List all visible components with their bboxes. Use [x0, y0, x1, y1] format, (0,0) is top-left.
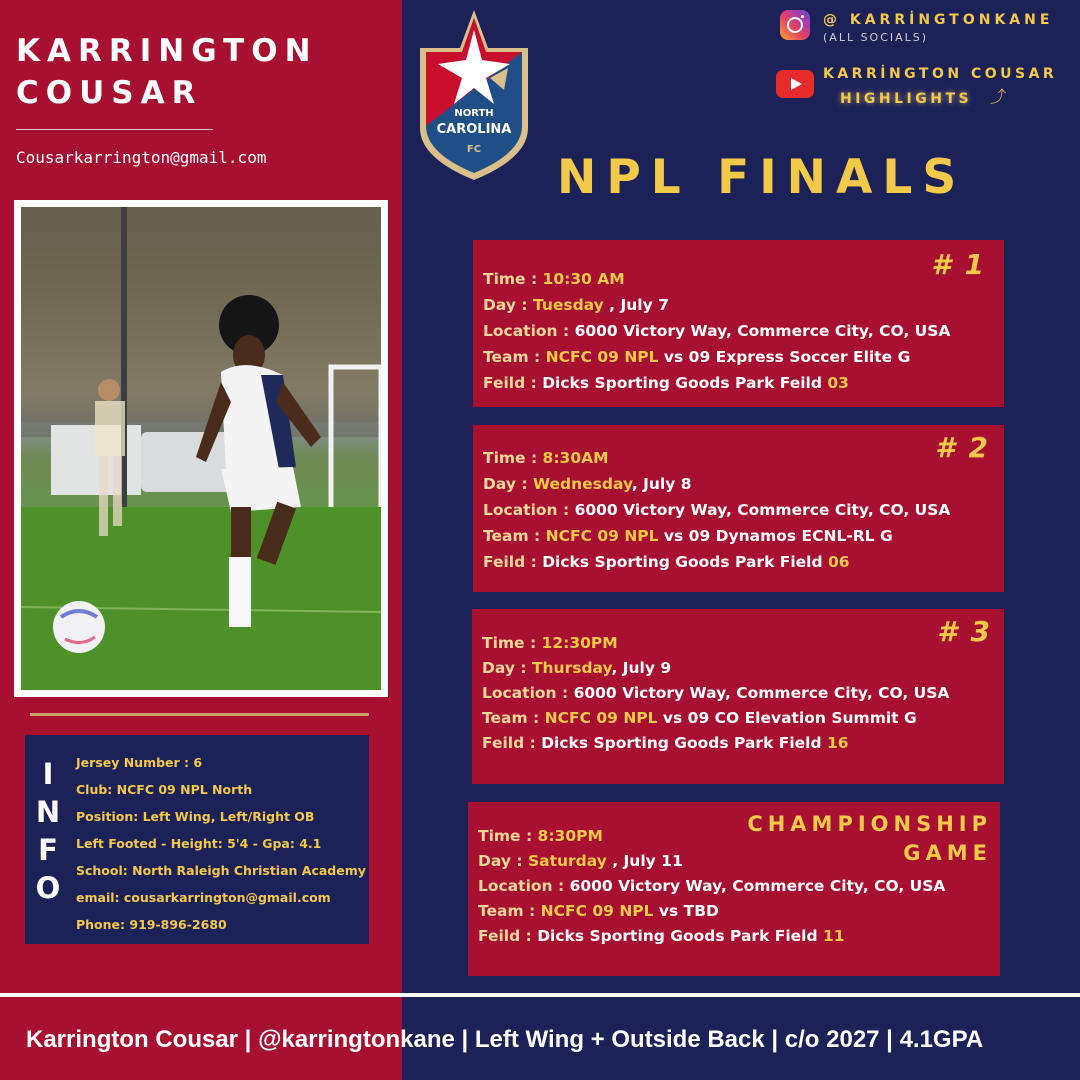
- team-value: NCFC 09 NPL: [540, 902, 654, 920]
- player-photo-frame: [14, 200, 388, 697]
- player-last-name: COUSAR: [16, 75, 203, 111]
- date-value: , July 9: [611, 659, 672, 677]
- info-box: [25, 735, 369, 944]
- day-label: Day :: [482, 659, 532, 677]
- location-value: 6000 Victory Way, Commerce City, CO, USA: [574, 322, 951, 340]
- player-photo: [21, 207, 381, 690]
- logo-text-fc: FC: [466, 144, 482, 155]
- championship-label: CHAMPIONSHIP: [747, 812, 992, 836]
- field-number: 06: [828, 553, 850, 571]
- curved-arrow-icon: ⤴: [990, 87, 1007, 106]
- game-label: GAME: [903, 841, 992, 865]
- time-label: Time :: [482, 634, 542, 652]
- page-title: NPL FINALS: [557, 150, 967, 205]
- youtube-highlights-label[interactable]: HIGHLIGHTS: [840, 91, 973, 107]
- opponent-value: vs 09 Dynamos ECNL-RL G: [658, 527, 893, 545]
- location-label: Location :: [482, 684, 574, 702]
- logo-text-north: NORTH: [454, 108, 494, 119]
- game-number: # 2: [935, 431, 990, 464]
- location-value: 6000 Victory Way, Commerce City, CO, USA: [569, 877, 946, 895]
- game-team-line: [482, 706, 949, 731]
- info-letter: N: [35, 795, 61, 829]
- game-number: # 3: [937, 615, 992, 648]
- field-number: 03: [827, 374, 849, 392]
- game-field-line: [482, 731, 949, 756]
- logo-text-carolina: CAROLINA: [436, 122, 512, 137]
- player-name: [16, 30, 318, 114]
- footer-summary: Karrington Cousar | @karringtonkane | Left Wing + Outside Back | c/o 2027 | 4.1GPA: [26, 1026, 984, 1053]
- time-label: Time :: [483, 449, 543, 467]
- game-details: [482, 631, 949, 756]
- day-value: Saturday: [527, 852, 607, 870]
- team-label: Team :: [478, 902, 541, 920]
- day-value: Wednesday: [532, 475, 632, 493]
- info-phone[interactable]: Phone: 919-896-2680: [76, 917, 227, 932]
- info-letter: I: [42, 757, 54, 791]
- field-number: 16: [827, 734, 849, 752]
- game-team-line: [478, 899, 945, 924]
- player-email[interactable]: Cousarkarrington@gmail.com: [16, 148, 267, 167]
- north-carolina-fc-logo: [416, 8, 532, 184]
- player-first-name: KARRINGTON: [16, 33, 318, 69]
- info-list: [76, 749, 366, 938]
- youtube-icon[interactable]: [776, 70, 814, 98]
- time-label: Time :: [478, 827, 538, 845]
- game-field-line: [478, 924, 945, 949]
- game-card-2: [473, 425, 1004, 592]
- info-vertical-label: [33, 755, 63, 907]
- game-card-3: [472, 609, 1004, 784]
- game-time-line: [483, 445, 950, 471]
- team-label: Team :: [483, 527, 546, 545]
- game-time-line: [478, 824, 945, 849]
- game-day-line: [483, 471, 950, 497]
- location-label: Location :: [483, 501, 575, 519]
- game-details: [478, 824, 945, 949]
- game-card-1: [473, 240, 1004, 407]
- team-value: NCFC 09 NPL: [544, 709, 658, 727]
- opponent-value: vs 09 Express Soccer Elite G: [658, 348, 911, 366]
- field-label: Feild :: [478, 927, 538, 945]
- game-location-line: [478, 874, 945, 899]
- day-label: Day :: [483, 296, 533, 314]
- team-label: Team :: [482, 709, 545, 727]
- game-location-line: [483, 318, 950, 344]
- location-value: 6000 Victory Way, Commerce City, CO, USA: [573, 684, 950, 702]
- youtube-channel-name[interactable]: KARRİNGTON COUSAR: [823, 66, 1058, 82]
- game-time-line: [482, 631, 949, 656]
- field-label: Feild :: [483, 553, 543, 571]
- game-team-line: [483, 344, 950, 370]
- field-value: Dicks Sporting Goods Park Field: [541, 734, 827, 752]
- location-label: Location :: [478, 877, 570, 895]
- team-value: NCFC 09 NPL: [545, 348, 659, 366]
- opponent-value: vs TBD: [653, 902, 719, 920]
- game-details: [483, 445, 950, 575]
- instagram-icon[interactable]: [780, 10, 810, 40]
- time-value: 12:30PM: [541, 634, 618, 652]
- game-day-line: [478, 849, 945, 874]
- date-value: , July 7: [603, 296, 669, 314]
- team-value: NCFC 09 NPL: [545, 527, 659, 545]
- opponent-value: vs 09 CO Elevation Summit G: [657, 709, 917, 727]
- day-value: Tuesday: [532, 296, 604, 314]
- game-team-line: [483, 523, 950, 549]
- day-value: Thursday: [531, 659, 612, 677]
- location-label: Location :: [483, 322, 575, 340]
- game-card-championship: [468, 802, 1000, 976]
- info-position: Position: Left Wing, Left/Right OB: [76, 809, 315, 824]
- info-jersey: Jersey Number : 6: [76, 755, 203, 770]
- field-number: 11: [823, 927, 845, 945]
- game-time-line: [483, 266, 950, 292]
- field-label: Feild :: [483, 374, 543, 392]
- gold-divider: [30, 713, 369, 716]
- date-value: , July 11: [606, 852, 683, 870]
- game-day-line: [482, 656, 949, 681]
- name-divider: [16, 129, 213, 130]
- field-value: Dicks Sporting Goods Park Field: [537, 927, 823, 945]
- day-label: Day :: [478, 852, 528, 870]
- info-footed-height-gpa: Left Footed - Height: 5'4 - Gpa: 4.1: [76, 836, 322, 851]
- game-details: [483, 266, 950, 396]
- info-letter: O: [35, 871, 61, 905]
- info-school: School: North Raleigh Christian Academy: [76, 863, 366, 878]
- instagram-subtitle: (ALL SOCIALS): [823, 31, 929, 44]
- location-value: 6000 Victory Way, Commerce City, CO, USA: [574, 501, 951, 519]
- game-field-line: [483, 549, 950, 575]
- game-location-line: [482, 681, 949, 706]
- info-email[interactable]: email: cousarkarrington@gmail.com: [76, 890, 331, 905]
- time-label: Time :: [483, 270, 543, 288]
- day-label: Day :: [483, 475, 533, 493]
- field-value: Dicks Sporting Goods Park Feild: [542, 374, 828, 392]
- instagram-handle[interactable]: @ KARRİNGTONKANE: [823, 12, 1054, 28]
- time-value: 8:30AM: [542, 449, 609, 467]
- game-day-line: [483, 292, 950, 318]
- info-letter: F: [38, 833, 58, 867]
- field-value: Dicks Sporting Goods Park Field: [542, 553, 828, 571]
- info-club: Club: NCFC 09 NPL North: [76, 782, 253, 797]
- game-field-line: [483, 370, 950, 396]
- field-label: Feild :: [482, 734, 542, 752]
- time-value: 8:30PM: [537, 827, 603, 845]
- team-label: Team :: [483, 348, 546, 366]
- soccer-photo-illustration: [21, 207, 381, 690]
- game-location-line: [483, 497, 950, 523]
- game-number: # 1: [931, 248, 986, 281]
- date-value: , July 8: [631, 475, 692, 493]
- time-value: 10:30 AM: [542, 270, 625, 288]
